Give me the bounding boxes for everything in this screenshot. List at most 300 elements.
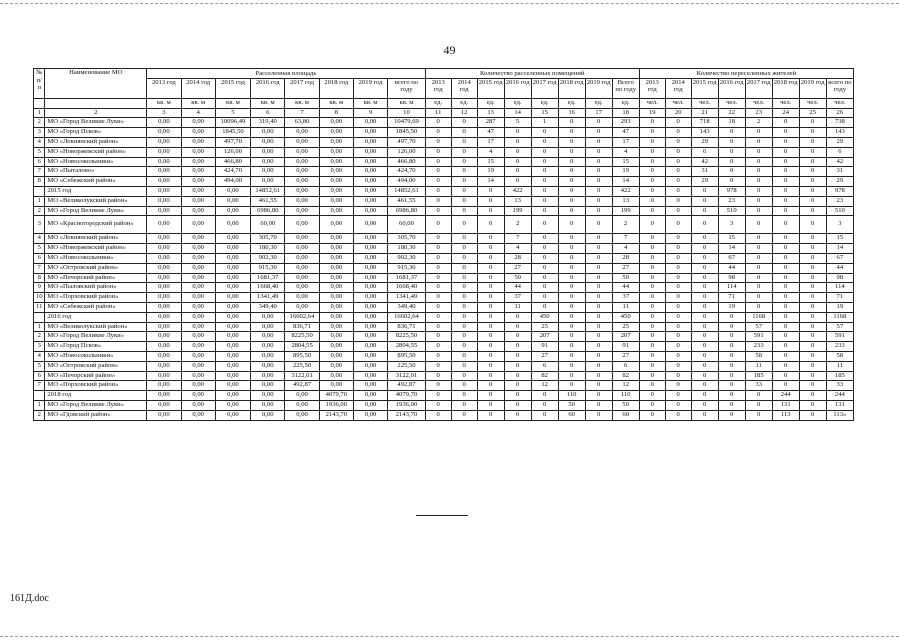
value-cell: 0 (665, 342, 691, 352)
value-cell: 44 (504, 283, 531, 293)
value-cell: 0 (425, 381, 451, 391)
value-cell: 0 (451, 118, 477, 128)
value-cell: 0,00 (181, 167, 215, 177)
year-group-row (34, 312, 854, 322)
value-cell: 0 (639, 351, 665, 361)
value-cell: 0 (558, 361, 585, 371)
value-cell: 0 (531, 216, 558, 234)
value-cell: 0 (772, 118, 799, 128)
value-cell: 0 (531, 273, 558, 283)
value-cell: 0 (531, 167, 558, 177)
value-cell: 4 (504, 244, 531, 254)
value-cell: 0 (665, 322, 691, 332)
value-cell: 0,00 (251, 147, 285, 157)
value-cell: 0 (451, 216, 477, 234)
value-cell: 0 (451, 196, 477, 206)
value-cell: 0 (772, 283, 799, 293)
value-cell: 0 (425, 137, 451, 147)
header-year-cell: всего по году (826, 78, 853, 98)
value-cell: 0 (558, 302, 585, 312)
value-cell: 0 (772, 342, 799, 352)
value-cell: 0 (665, 283, 691, 293)
value-cell: 0 (745, 147, 772, 157)
value-cell: 0 (425, 283, 451, 293)
column-number-cell: 22 (718, 108, 745, 118)
value-cell: 4079,70 (388, 391, 425, 401)
value-cell: 0 (691, 196, 718, 206)
units-blank-cell (45, 98, 147, 108)
group-no-cell (34, 391, 45, 401)
value-cell: 0,00 (353, 244, 387, 254)
value-cell: 0 (558, 293, 585, 303)
value-cell: 0,00 (147, 302, 181, 312)
value-cell: 0,00 (181, 391, 215, 401)
municipality-name-cell: МО «Город Великие Луки» (45, 332, 147, 342)
value-cell: 0,00 (285, 302, 319, 312)
unit-cell: ед. (425, 98, 451, 108)
column-number-cell: 6 (251, 108, 285, 118)
value-cell: 293 (612, 118, 639, 128)
value-cell: 0 (477, 361, 504, 371)
value-cell: 0 (531, 410, 558, 420)
value-cell: 50 (504, 273, 531, 283)
value-cell: 0,00 (285, 157, 319, 167)
value-cell: 10479,69 (388, 118, 425, 128)
value-cell: 0,00 (319, 206, 353, 216)
value-cell: 492,87 (388, 381, 425, 391)
value-cell: 0 (745, 196, 772, 206)
value-cell: 0 (585, 342, 612, 352)
column-number-cell: 15 (531, 108, 558, 118)
value-cell: 0,00 (319, 244, 353, 254)
value-cell: 0,00 (319, 273, 353, 283)
value-cell: 0 (451, 391, 477, 401)
table-row (34, 410, 854, 420)
value-cell: 0,00 (285, 167, 319, 177)
value-cell: 0 (718, 342, 745, 352)
value-cell: 0 (451, 371, 477, 381)
value-cell: 0 (558, 157, 585, 167)
value-cell: 0 (665, 410, 691, 420)
value-cell: 0 (558, 128, 585, 138)
value-cell: 27 (504, 263, 531, 273)
value-cell: 0 (425, 322, 451, 332)
value-cell: 6 (826, 147, 853, 157)
row-number-cell: 5 (34, 147, 45, 157)
value-cell: 8225,50 (285, 332, 319, 342)
value-cell: 0 (451, 128, 477, 138)
value-cell: 0,00 (353, 167, 387, 177)
value-cell: 0,00 (251, 177, 285, 187)
value-cell: 0,00 (147, 283, 181, 293)
value-cell: 0 (799, 302, 826, 312)
municipality-name-cell: МО «Новосокольники» (45, 157, 147, 167)
value-cell: 0 (477, 391, 504, 401)
value-cell: 424,70 (388, 167, 425, 177)
value-cell: 0 (425, 244, 451, 254)
footer-filename: 161Д.doc (10, 593, 49, 604)
value-cell: 0 (504, 312, 531, 322)
value-cell: 0,00 (147, 177, 181, 187)
value-cell: 0 (745, 137, 772, 147)
value-cell: 0 (799, 342, 826, 352)
column-number-cell: 12 (451, 108, 477, 118)
value-cell: 7 (612, 234, 639, 244)
value-cell: 0,00 (147, 186, 181, 196)
value-cell: 6986,80 (388, 206, 425, 216)
header-row-column-numbers (34, 108, 854, 118)
value-cell: 0 (772, 186, 799, 196)
value-cell: 0 (665, 273, 691, 283)
value-cell: 0 (639, 177, 665, 187)
value-cell: 461,55 (251, 196, 285, 206)
value-cell: 225,50 (388, 361, 425, 371)
value-cell: 0 (745, 400, 772, 410)
value-cell: 0 (691, 253, 718, 263)
value-cell: 143 (826, 128, 853, 138)
value-cell: 0 (799, 293, 826, 303)
column-number-cell: 20 (665, 108, 691, 118)
value-cell: 0 (665, 128, 691, 138)
value-cell: 0,00 (251, 312, 285, 322)
value-cell: 0 (558, 273, 585, 283)
value-cell: 131 (772, 400, 799, 410)
value-cell: 0,00 (285, 137, 319, 147)
value-cell: 497,70 (388, 137, 425, 147)
value-cell: 0 (639, 342, 665, 352)
header-year-cell: 2014 год (181, 78, 215, 98)
row-number-cell: 1 (34, 322, 45, 332)
municipality-name-cell: МО «Печорский район» (45, 273, 147, 283)
value-cell: 14 (477, 177, 504, 187)
value-cell: 0 (718, 371, 745, 381)
value-cell: 0 (718, 128, 745, 138)
value-cell: 0 (718, 137, 745, 147)
value-cell: 0 (477, 293, 504, 303)
column-number-cell: 11 (425, 108, 451, 118)
group-year-label: 2018 год (45, 391, 147, 401)
value-cell: 0,00 (215, 371, 250, 381)
value-cell: 0 (665, 361, 691, 371)
table-row (34, 400, 854, 410)
value-cell: 0 (558, 263, 585, 273)
value-cell: 0,00 (319, 381, 353, 391)
value-cell: 0 (585, 400, 612, 410)
value-cell: 0 (585, 361, 612, 371)
value-cell: 319,40 (251, 118, 285, 128)
value-cell: 0 (718, 332, 745, 342)
value-cell: 718 (691, 118, 718, 128)
value-cell: 494,00 (215, 177, 250, 187)
value-cell: 0 (425, 400, 451, 410)
value-cell: 0 (558, 177, 585, 187)
value-cell: 0 (558, 312, 585, 322)
value-cell: 0 (799, 177, 826, 187)
value-cell: 0 (585, 234, 612, 244)
value-cell: 0 (558, 234, 585, 244)
value-cell: 1168 (745, 312, 772, 322)
value-cell: 0 (799, 216, 826, 234)
table-row (34, 118, 854, 128)
value-cell: 0 (799, 391, 826, 401)
value-cell: 0 (425, 293, 451, 303)
value-cell: 0 (799, 263, 826, 273)
value-cell: 114 (718, 283, 745, 293)
value-cell: 0 (477, 196, 504, 206)
value-cell: 0,00 (353, 322, 387, 332)
value-cell: 0 (799, 196, 826, 206)
header-no: № п/п (34, 69, 45, 99)
value-cell: 1936,00 (388, 400, 425, 410)
value-cell: 0 (451, 273, 477, 283)
table-row (34, 167, 854, 177)
value-cell: 199 (504, 206, 531, 216)
value-cell: 29 (826, 177, 853, 187)
value-cell: 17 (612, 137, 639, 147)
value-cell: 0 (504, 371, 531, 381)
scan-top-border (0, 3, 899, 4)
value-cell: 0,00 (147, 371, 181, 381)
value-cell: 0 (585, 371, 612, 381)
value-cell: 2 (745, 118, 772, 128)
value-cell: 0 (639, 196, 665, 206)
municipality-name-cell: МО «Красногородский район» (45, 216, 147, 234)
unit-cell: чел. (799, 98, 826, 108)
value-cell: 0 (531, 253, 558, 263)
value-cell: 0 (477, 322, 504, 332)
value-cell: 0 (531, 302, 558, 312)
value-cell: 0,00 (353, 312, 387, 322)
header-year-cell: 2015 год (691, 78, 718, 98)
value-cell: 0,00 (285, 196, 319, 206)
value-cell: 0 (799, 312, 826, 322)
value-cell: 1681,37 (251, 273, 285, 283)
value-cell: 82 (531, 371, 558, 381)
header-year-cell: 2016 год (504, 78, 531, 98)
value-cell: 0 (585, 263, 612, 273)
value-cell: 424,70 (215, 167, 250, 177)
value-cell: 0 (558, 351, 585, 361)
value-cell: 0 (772, 381, 799, 391)
value-cell: 6 (531, 361, 558, 371)
value-cell: 0 (799, 206, 826, 216)
value-cell: 0 (504, 361, 531, 371)
value-cell: 0,00 (181, 371, 215, 381)
value-cell: 0 (665, 157, 691, 167)
value-cell: 0 (799, 253, 826, 263)
value-cell: 0 (745, 391, 772, 401)
value-cell: 0,00 (251, 128, 285, 138)
value-cell: 0,00 (147, 312, 181, 322)
value-cell: 0,00 (181, 332, 215, 342)
municipality-name-cell: МО «Новосокольники» (45, 253, 147, 263)
unit-cell: кв. м (215, 98, 250, 108)
value-cell: 0 (504, 167, 531, 177)
value-cell: 0 (799, 137, 826, 147)
column-number-cell: 26 (826, 108, 853, 118)
value-cell: 0 (451, 381, 477, 391)
value-cell: 0 (451, 167, 477, 177)
value-cell: 0 (799, 351, 826, 361)
value-cell: 0,00 (319, 253, 353, 263)
value-cell: 42 (691, 157, 718, 167)
value-cell: 29 (691, 137, 718, 147)
value-cell: 7 (504, 234, 531, 244)
value-cell: 0 (772, 216, 799, 234)
value-cell: 0 (691, 234, 718, 244)
header-year-cell: 2015 год (215, 78, 250, 98)
value-cell: 19 (612, 167, 639, 177)
value-cell: 0 (585, 186, 612, 196)
value-cell: 13 (504, 196, 531, 206)
value-cell: 0 (665, 137, 691, 147)
value-cell: 0 (799, 234, 826, 244)
value-cell: 3 (718, 216, 745, 234)
value-cell: 44 (826, 263, 853, 273)
value-cell: 0 (504, 322, 531, 332)
value-cell: 0,00 (251, 342, 285, 352)
value-cell: 0 (531, 147, 558, 157)
value-cell: 1341,49 (251, 293, 285, 303)
column-number-cell: 19 (639, 108, 665, 118)
value-cell: 27 (612, 263, 639, 273)
value-cell: 29 (691, 177, 718, 187)
value-cell: 0 (477, 410, 504, 420)
value-cell: 0 (558, 381, 585, 391)
value-cell: 15 (826, 234, 853, 244)
column-number-cell: 5 (215, 108, 250, 118)
value-cell: 0 (691, 400, 718, 410)
header-row-years (34, 78, 854, 98)
value-cell: 0 (558, 283, 585, 293)
value-cell: 27 (531, 351, 558, 361)
value-cell: 0 (691, 283, 718, 293)
value-cell: 0 (558, 253, 585, 263)
value-cell: 4 (612, 147, 639, 157)
value-cell: 0,00 (215, 332, 250, 342)
value-cell: 0 (691, 216, 718, 234)
value-cell: 0,00 (353, 332, 387, 342)
value-cell: 0 (425, 410, 451, 420)
value-cell: 0 (772, 361, 799, 371)
value-cell: 0 (425, 351, 451, 361)
value-cell: 0,00 (319, 322, 353, 332)
value-cell: 0 (585, 167, 612, 177)
value-cell: 0 (451, 253, 477, 263)
value-cell: 0 (772, 322, 799, 332)
value-cell: 0 (745, 234, 772, 244)
value-cell: 0 (425, 167, 451, 177)
value-cell: 915,30 (251, 263, 285, 273)
value-cell: 6 (612, 361, 639, 371)
value-cell: 0 (639, 147, 665, 157)
value-cell: 47 (477, 128, 504, 138)
value-cell: 0 (451, 410, 477, 420)
value-cell: 0,00 (353, 410, 387, 420)
value-cell: 225,50 (285, 361, 319, 371)
value-cell: 0 (425, 118, 451, 128)
value-cell: 0,00 (215, 391, 250, 401)
value-cell: 16602,64 (388, 312, 425, 322)
value-cell: 0,00 (181, 410, 215, 420)
row-number-cell: 4 (34, 351, 45, 361)
header-year-cell: 2015 год (477, 78, 504, 98)
value-cell: 349,40 (251, 302, 285, 312)
table-row (34, 371, 854, 381)
column-number-cell: 7 (285, 108, 319, 118)
value-cell: 0,00 (147, 206, 181, 216)
value-cell: 67 (826, 253, 853, 263)
municipality-name-cell: МО «Город Великие Луки» (45, 400, 147, 410)
value-cell: 0 (691, 322, 718, 332)
value-cell: 0 (772, 167, 799, 177)
value-cell: 422 (612, 186, 639, 196)
value-cell: 0 (425, 312, 451, 322)
table-row (34, 147, 854, 157)
value-cell: 0 (691, 293, 718, 303)
value-cell: 0,00 (319, 128, 353, 138)
value-cell: 0,00 (215, 302, 250, 312)
value-cell: 0 (425, 391, 451, 401)
value-cell: 0 (772, 157, 799, 167)
value-cell: 0 (477, 381, 504, 391)
value-cell: 0 (477, 332, 504, 342)
unit-cell: чел. (772, 98, 799, 108)
value-cell: 11 (745, 361, 772, 371)
value-cell: 0 (451, 400, 477, 410)
value-cell: 0,00 (319, 342, 353, 352)
value-cell: 1168 (826, 312, 853, 322)
value-cell: 0 (745, 263, 772, 273)
value-cell: 0 (504, 342, 531, 352)
value-cell: 0 (745, 410, 772, 420)
value-cell: 0,00 (319, 361, 353, 371)
table-row (34, 216, 854, 234)
row-number-cell: 3 (34, 216, 45, 234)
value-cell: 3 (826, 216, 853, 234)
column-number-cell: 4 (181, 108, 215, 118)
header-rooms: Количество расселенных помещений (425, 69, 639, 79)
value-cell: 0 (665, 167, 691, 177)
value-cell: 0 (665, 216, 691, 234)
header-year-cell: 2014 год (451, 78, 477, 98)
value-cell: 60,00 (388, 216, 425, 234)
value-cell: 0,00 (285, 147, 319, 157)
value-cell: 0 (691, 263, 718, 273)
value-cell: 199 (612, 206, 639, 216)
value-cell: 0 (558, 342, 585, 352)
value-cell: 1341,49 (388, 293, 425, 303)
value-cell: 0 (477, 351, 504, 361)
value-cell: 0 (665, 118, 691, 128)
value-cell: 60,00 (251, 216, 285, 234)
value-cell: 0 (772, 312, 799, 322)
header-year-cell: 2017 год (745, 78, 772, 98)
value-cell: 0 (639, 332, 665, 342)
value-cell: 0 (477, 263, 504, 273)
value-cell: 0 (477, 216, 504, 234)
unit-cell: кв. м (285, 98, 319, 108)
value-cell: 422 (504, 186, 531, 196)
value-cell: 0 (504, 128, 531, 138)
value-cell: 915,30 (388, 263, 425, 273)
value-cell: 0 (639, 361, 665, 371)
header-year-cell: Всего по году (612, 78, 639, 98)
row-number-cell: 2 (34, 410, 45, 420)
value-cell: 0,00 (251, 322, 285, 332)
value-cell: 0 (718, 312, 745, 322)
value-cell: 0 (772, 177, 799, 187)
